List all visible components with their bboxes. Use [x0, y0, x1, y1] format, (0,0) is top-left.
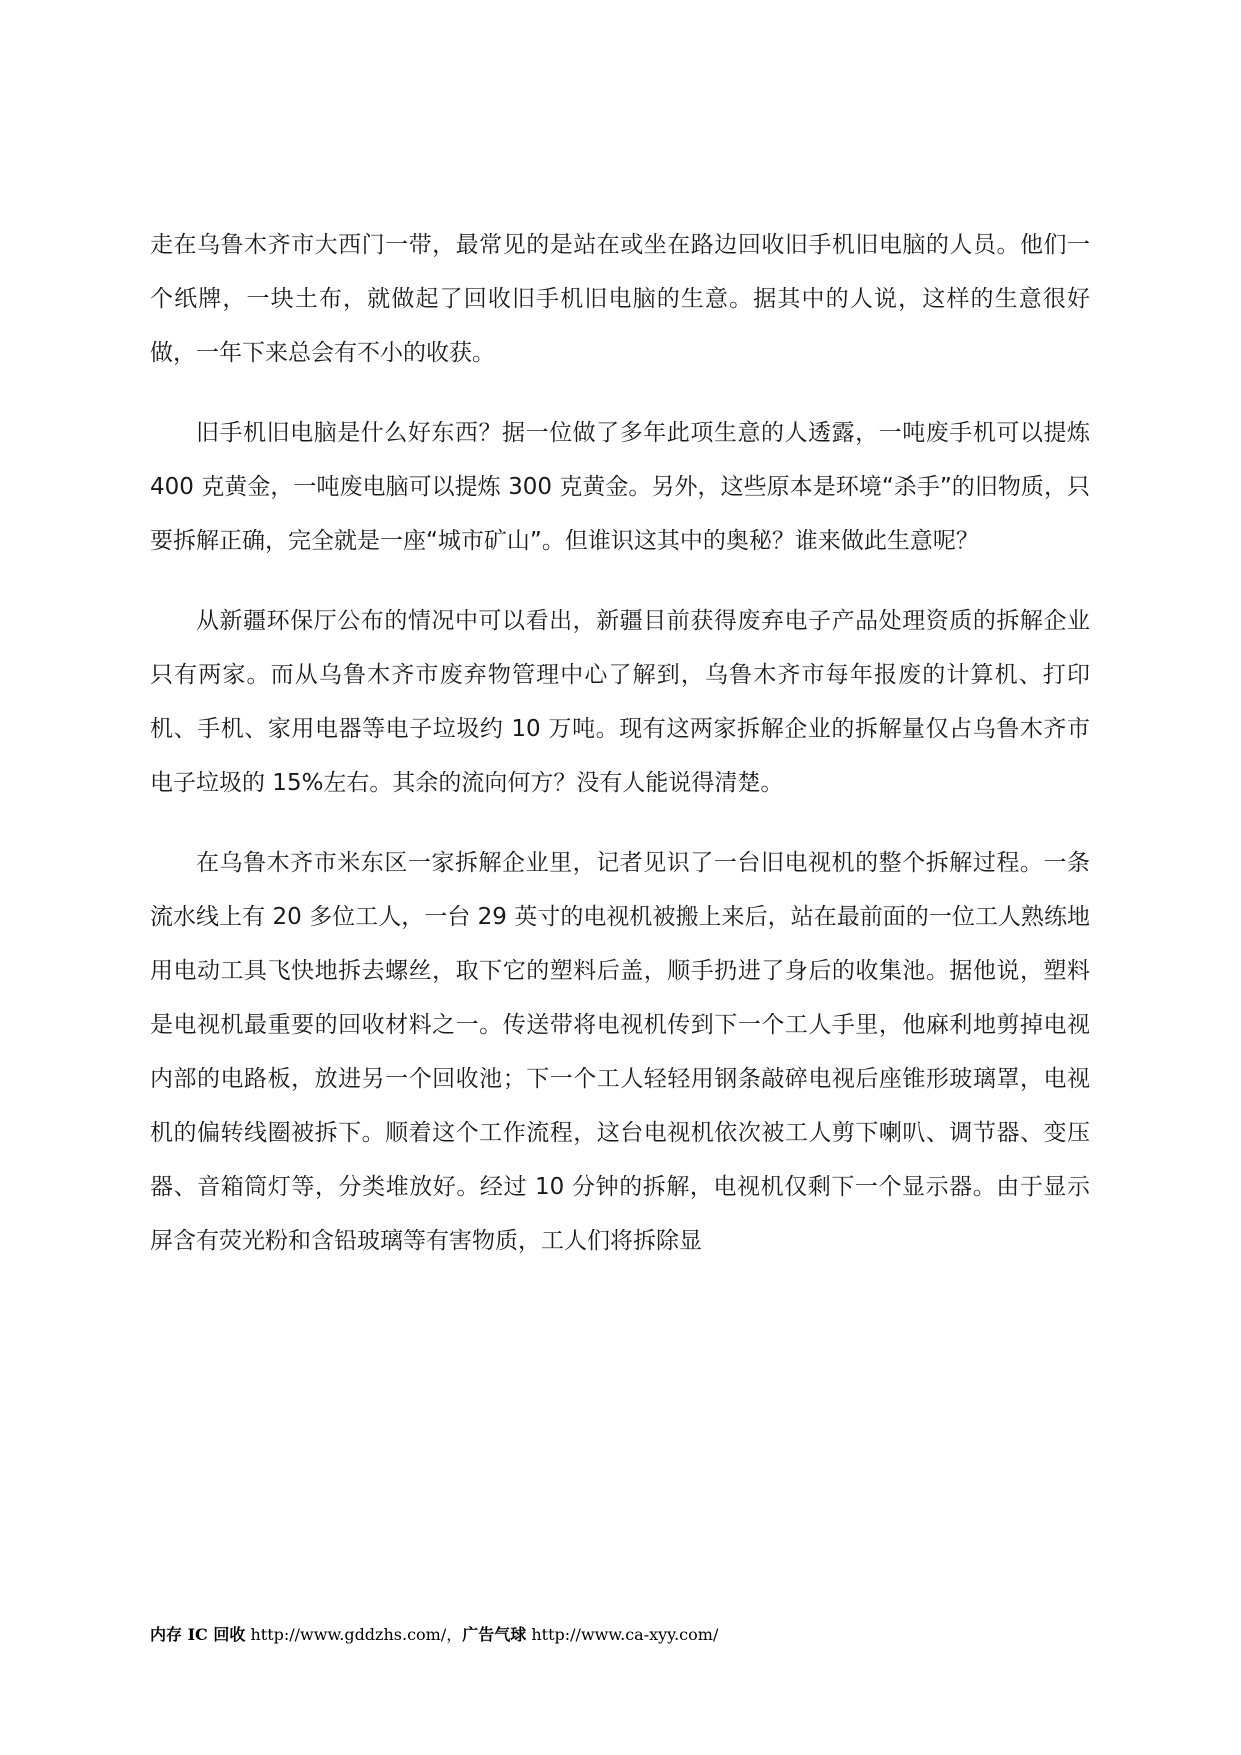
paragraph-4: 在乌鲁木齐市米东区一家拆解企业里，记者见识了一台旧电视机的整个拆解过程。一条流水线上有 20 多位工人，一台 29 英寸的电视机被搬上来后，站在最前面的一位工人熟练地用电动工具飞快地拆去螺丝，取下它的塑料后盖，顺手扔进了身后的收集池。据他说，塑料是电视机最重要的回收材料之一。传送带将电视机传到下一个工人手里，他麻利地剪掉电视内部的电路板，放进另一个回收池；下一个工人轻轻用钢条敲碎电视后座锥形玻璃罩，电视机的偏转线圈被拆下。顺着这个工作流程，这台电视机依次被工人剪下喇叭、调节器、变压器、音箱筒灯等，分类堆放好。经过 10 分钟的拆解，电视机仅剩下一个显示器。由于显示屏含有荧光粉和含铅玻璃等有害物质，工人们将拆除显: [150, 850, 1090, 1254]
page-footer: [150, 1622, 1050, 1645]
paragraph-2: 旧手机旧电脑是什么好东西？据一位做了多年此项生意的人透露，一吨废手机可以提炼 400 克黄金，一吨废电脑可以提炼 300 克黄金。另外，这些原本是环境“杀手”的旧物质，只要拆解正确，完全就是一座“城市矿山”。但谁识这其中的奥秘？谁来做此生意呢？: [150, 420, 1090, 554]
paragraph-1: 走在乌鲁木齐市大西门一带，最常见的是站在或坐在路边回收旧手机旧电脑的人员。他们一个纸牌，一块土布，就做起了回收旧手机旧电脑的生意。据其中的人说，这样的生意很好做，一年下来总会有不小的收获。: [150, 232, 1090, 366]
footer-label-balloon: 广告气球: [462, 1625, 527, 1644]
footer-link-ca-xyy[interactable]: http://www.ca-xyy.com/: [531, 1625, 719, 1644]
paragraph-3: 从新疆环保厅公布的情况中可以看出，新疆目前获得废弃电子产品处理资质的拆解企业只有两家。而从乌鲁木齐市废弃物管理中心了解到，乌鲁木齐市每年报废的计算机、打印机、手机、家用电器等电子垃圾约 10 万吨。现有这两家拆解企业的拆解量仅占乌鲁木齐市电子垃圾的 15%左右。其余的流向何方？没有人能说得清楚。: [150, 608, 1090, 796]
article-body: [150, 218, 1090, 1294]
footer-label-memory-ic: 内存 IC 回收: [150, 1625, 246, 1644]
footer-separator: ，: [446, 1625, 463, 1644]
footer-link-gddzhs[interactable]: http://www.gddzhs.com/: [250, 1625, 447, 1644]
